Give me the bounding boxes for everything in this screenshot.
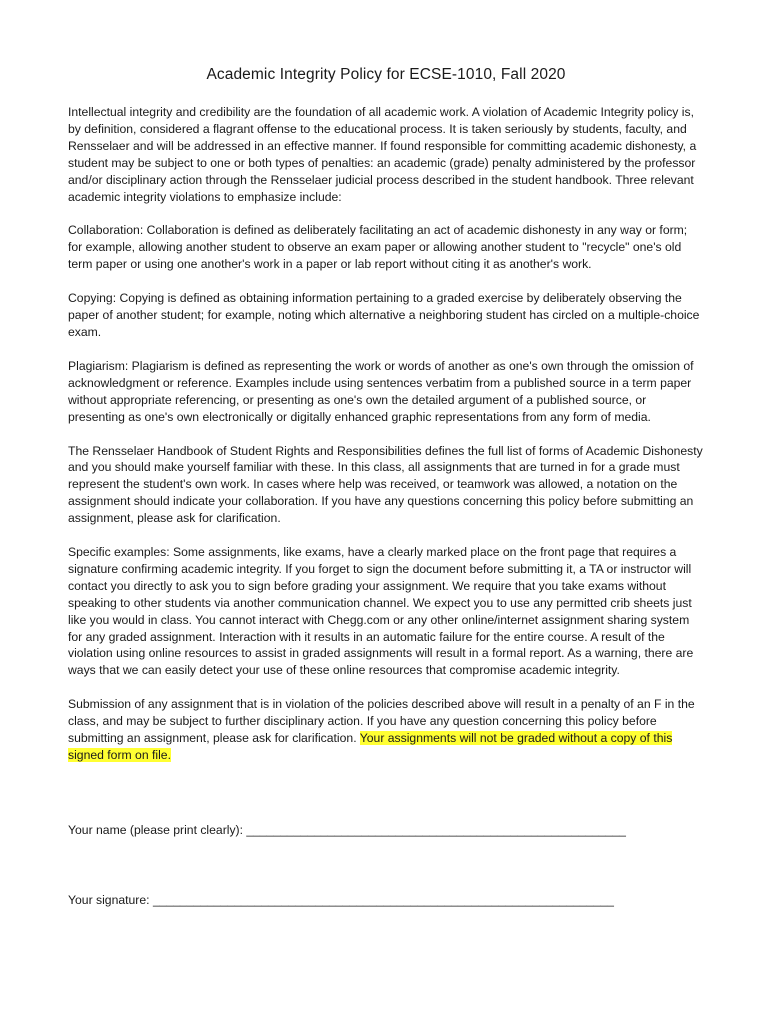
plagiarism-paragraph: Plagiarism: Plagiarism is defined as representing the work or words of another as one's own through the omission of acknowledgment or reference. Examples include using sentences verbatim from a published source in a term paper without appropriate referencing, or presenting as one's own the detailed argument of a published source, or presenting as one's own electronically or digitally enhanced graphic representations from any form of media. bbox=[68, 358, 694, 424]
intro-paragraph: Intellectual integrity and credibility are the foundation of all academic work. A violation of Academic Integrity policy is, by definition, considered a flagrant offense to the educational process. It is taken seriously by students, faculty, and Rensselaer and will be addressed in an effective manner. If found responsible for committing academic dishonesty, a student may be subject to one or both types of penalties: an academic (grade) penalty administered by the professor and/or disciplinary action through the Rensselaer judicial process described in the student handbook. Three relevant academic integrity violations to emphasize include: bbox=[68, 105, 697, 204]
name-field[interactable] bbox=[68, 822, 626, 838]
highlighted-warning: Your assignments will not be graded without a copy of this signed form on file. bbox=[68, 731, 673, 762]
signature-blank-line[interactable]: ____________________________________________________________________ bbox=[152, 893, 614, 907]
name-label: Your name (please print clearly): bbox=[68, 823, 243, 837]
submission-paragraph bbox=[68, 696, 704, 764]
document-title: Academic Integrity Policy for ECSE-1010, Fall 2020 bbox=[206, 66, 566, 83]
signature-label: Your signature: bbox=[68, 893, 150, 907]
handbook-paragraph: The Rensselaer Handbook of Student Rights and Responsibilities defines the full list of forms of Academic Dishonesty and you should make yourself familiar with these. In this class, all assignments that are turned in for a grade must represent the student's own work. In cases where help was received, or teamwork was allowed, a notation on the assignment should indicate your collaboration. If you have any questions concerning this policy before submitting an assignment, please ask for clarification. bbox=[68, 443, 703, 526]
submission-text: Submission of any assignment that is in violation of the policies described above will result in a penalty of an F in the class, and may be subject to further disciplinary action. If you have any question concerning this policy before submitting an assignment, please ask for clarification. bbox=[68, 697, 695, 746]
document-body bbox=[68, 104, 704, 764]
name-blank-line[interactable]: ________________________________________________________ bbox=[246, 823, 626, 837]
collaboration-paragraph: Collaboration: Collaboration is defined as deliberately facilitating an act of academic dishonesty in any way or form; for example, allowing another student to observe an exam paper or allowing another student to "recycle" one's old term paper or using one another's work in a paper or lab report without citing it as another's work. bbox=[68, 223, 688, 272]
copying-paragraph: Copying: Copying is defined as obtaining information pertaining to a graded exercise by deliberately observing the paper of another student; for example, noting which alternative a neighboring student has circled on a multiple-choice exam. bbox=[68, 291, 700, 339]
specific-examples-paragraph: Specific examples: Some assignments, like exams, have a clearly marked place on the front page that requires a signature confirming academic integrity. If you forget to sign the document before submitting it, a TA or instructor will contact you directly to ask you to sign before grading your assignment. We require that you take exams without speaking to other students via another communication channel. We expect you to use any permitted crib sheets just like you would in class. You cannot interact with Chegg.com or any other online/internet assignment sharing system for any graded assignment. Interaction with it results in an automatic failure for the entire course. A result of the violation using online resources to assist in graded assignments will result in a formal report. As a warning, there are ways that we can easily detect your use of these online resources that compromise academic integrity. bbox=[68, 545, 694, 678]
signature-field[interactable] bbox=[68, 892, 614, 908]
